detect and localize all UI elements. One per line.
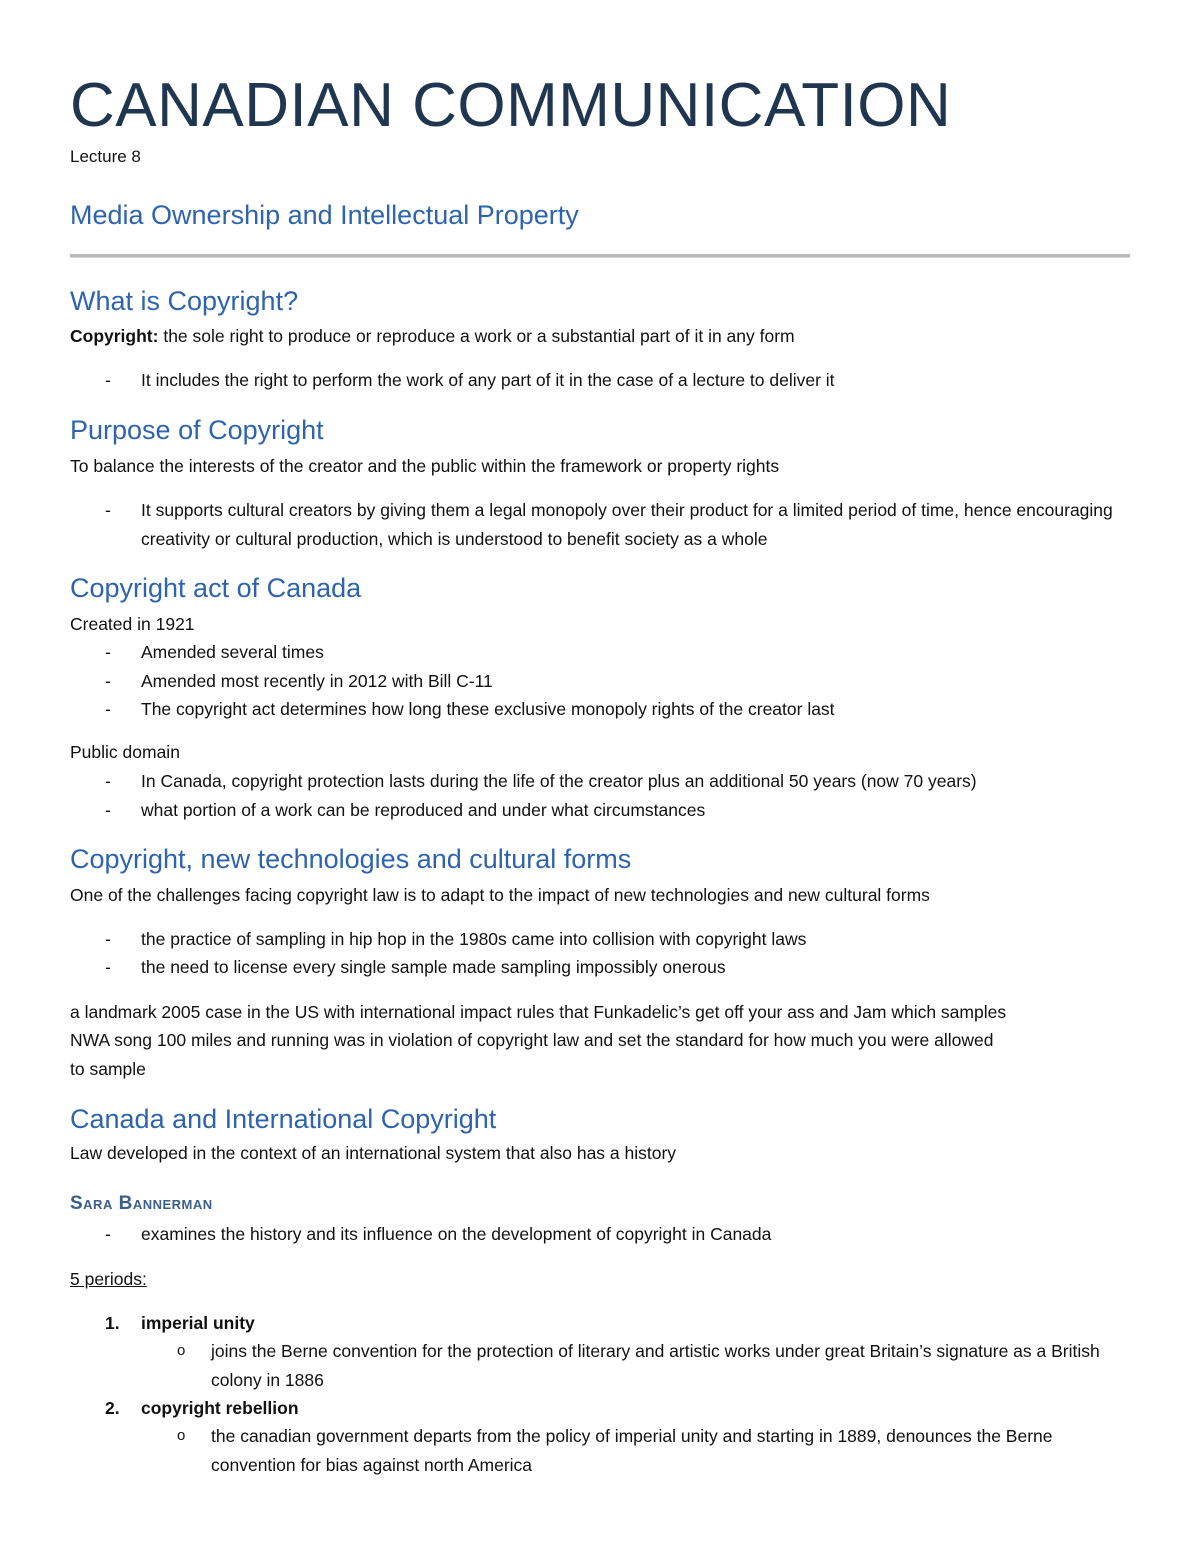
document-heading: Media Ownership and Intellectual Property [70,200,579,230]
period-detail [177,1422,1131,1479]
circle-marker: o [177,1342,186,1359]
challenges-text: One of the challenges facing copyright law is to adapt to the impact of new technologies and new cultural forms [70,885,930,905]
period-name: imperial unity [141,1313,255,1333]
definition-text: the sole right to produce or reproduce a work or a substantial part of it in any form [158,326,795,346]
dash-marker: - [105,929,111,949]
document-title: CANADIAN COMMUNICATION [70,71,952,140]
list-item [105,1220,1131,1249]
list-item [105,638,1131,667]
list-item-text: The copyright act determines how long these exclusive monopoly rights of the creator last [141,699,835,719]
periods-label: 5 periods: [70,1269,147,1289]
list-item [105,796,1131,825]
list-item [105,366,1131,395]
list-item-text: Amended most recently in 2012 with Bill C-11 [141,671,493,691]
definition-term: Copyright: [70,326,159,346]
dash-marker: - [105,1224,111,1244]
circle-marker: o [177,1427,186,1444]
section-heading-copyright-act: Copyright act of Canada [70,573,362,603]
international-text: Law developed in the context of an international system that also has a history [70,1143,677,1163]
landmark-case-line: a landmark 2005 case in the US with international impact rules that Funkadelic’s get off your ass and Jam which samples [70,1002,1007,1022]
period-number: 1. [105,1313,120,1333]
list-item-text: Amended several times [141,642,324,662]
section-heading-what-is-copyright: What is Copyright? [70,286,299,316]
list-item [105,953,1131,982]
dash-marker: - [105,771,111,791]
act-created-text: Created in 1921 [70,614,195,634]
list-item-text: the need to license every single sample made sampling impossibly onerous [141,957,726,977]
period-item [105,1309,255,1338]
period-number: 2. [105,1398,120,1418]
section-heading-international: Canada and International Copyright [70,1104,497,1134]
period-detail [177,1337,1131,1394]
dash-marker: - [105,671,111,691]
period-detail-text: the canadian government departs from the policy of imperial unity and starting in 1889, denounces the Berne convention for bias against north America [211,1426,1053,1475]
period-name: copyright rebellion [141,1398,299,1418]
copyright-definition [70,322,795,351]
dash-marker: - [105,642,111,662]
period-detail-text: joins the Berne convention for the protection of literary and artistic works under great Britain’s signature as a British colony in 1886 [211,1341,1100,1390]
period-item [105,1394,299,1423]
list-item-text: the practice of sampling in hip hop in the 1980s came into collision with copyright laws [141,929,807,949]
list-item [105,925,1131,954]
list-item-text: examines the history and its influence on the development of copyright in Canada [141,1224,772,1244]
list-item [105,496,1131,553]
public-domain-label: Public domain [70,742,180,762]
list-item [105,695,1131,724]
author-name: Sara Bannerman [70,1193,213,1214]
list-item [105,667,1131,696]
section-heading-purpose: Purpose of Copyright [70,415,324,445]
list-item-text: what portion of a work can be reproduced and under what circumstances [141,800,706,820]
dash-marker: - [105,800,111,820]
dash-marker: - [105,370,111,390]
section-heading-new-technologies: Copyright, new technologies and cultural forms [70,844,632,874]
list-item-text: In Canada, copyright protection lasts during the life of the creator plus an additional 50 years (now 70 years) [141,771,977,791]
dash-marker: - [105,500,111,520]
landmark-case-line: NWA song 100 miles and running was in violation of copyright law and set the standard for how much you were allowed [70,1030,994,1050]
landmark-case-line: to sample [70,1059,146,1079]
list-item-text: It includes the right to perform the work of any part of it in the case of a lecture to deliver it [141,370,835,390]
list-item [105,767,1131,796]
dash-marker: - [105,699,111,719]
document-subtitle: Lecture 8 [70,147,141,166]
list-item-text: It supports cultural creators by giving them a legal monopoly over their product for a limited period of time, hence encouraging creativity or cultural production, which is understood to benefit society as a whole [141,500,1113,549]
dash-marker: - [105,957,111,977]
heading-divider [70,254,1130,258]
purpose-text: To balance the interests of the creator and the public within the framework or property rights [70,456,780,476]
